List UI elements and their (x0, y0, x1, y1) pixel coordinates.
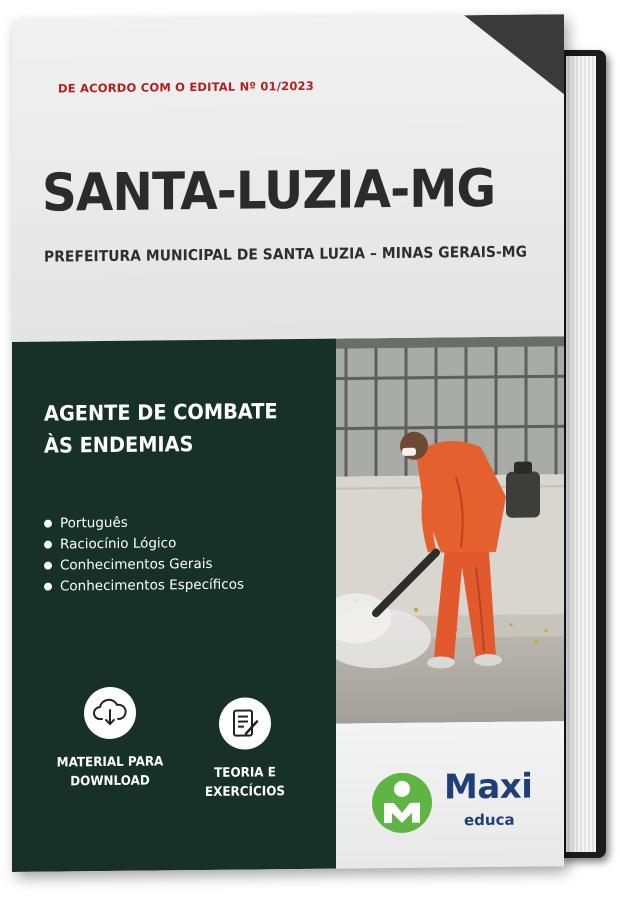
maxi-logo-icon (370, 771, 434, 836)
feature-download-label: MATERIAL PARA DOWNLOAD (56, 754, 164, 790)
position-title (44, 395, 278, 461)
feature-download (45, 686, 175, 791)
feature-exercises (180, 697, 310, 802)
bullet-icon (44, 520, 52, 528)
subject-list (44, 512, 244, 598)
agent-fumigating-photo (336, 336, 564, 723)
bullet-icon (44, 541, 52, 549)
edital-notice: DE ACORDO COM O EDITAL Nº 01/2023 (58, 78, 314, 96)
subject-item (44, 533, 244, 556)
position-title-line2: ÀS ENDEMIAS (44, 432, 194, 458)
cover-title: SANTA-LUZIA-MG (42, 158, 496, 224)
subject-item (44, 554, 244, 577)
subject-label: Conhecimentos Gerais (60, 555, 213, 574)
document-edit-icon (219, 697, 271, 750)
book-page-edges (566, 56, 596, 852)
brand-tagline: educa (464, 810, 515, 830)
brand-name: Maxi (444, 766, 533, 808)
subject-item (44, 512, 244, 535)
subject-item (44, 575, 244, 598)
corner-ribbon (464, 14, 564, 95)
subject-label: Português (60, 514, 128, 532)
cloud-download-icon (84, 687, 136, 740)
subject-label: Conhecimentos Específicos (60, 576, 244, 595)
feature-exercises-label: TEORIA E EXERCÍCIOS (204, 765, 286, 800)
cover-subtitle: PREFEITURA MUNICIPAL DE SANTA LUZIA – MINAS GERAIS-MG (44, 242, 528, 266)
bullet-icon (44, 562, 52, 570)
bullet-icon (44, 583, 52, 591)
cover-photo (336, 336, 564, 723)
position-title-line1: AGENTE DE COMBATE (44, 399, 278, 426)
subject-label: Raciocínio Lógico (60, 535, 177, 553)
book-front-cover (12, 14, 564, 872)
